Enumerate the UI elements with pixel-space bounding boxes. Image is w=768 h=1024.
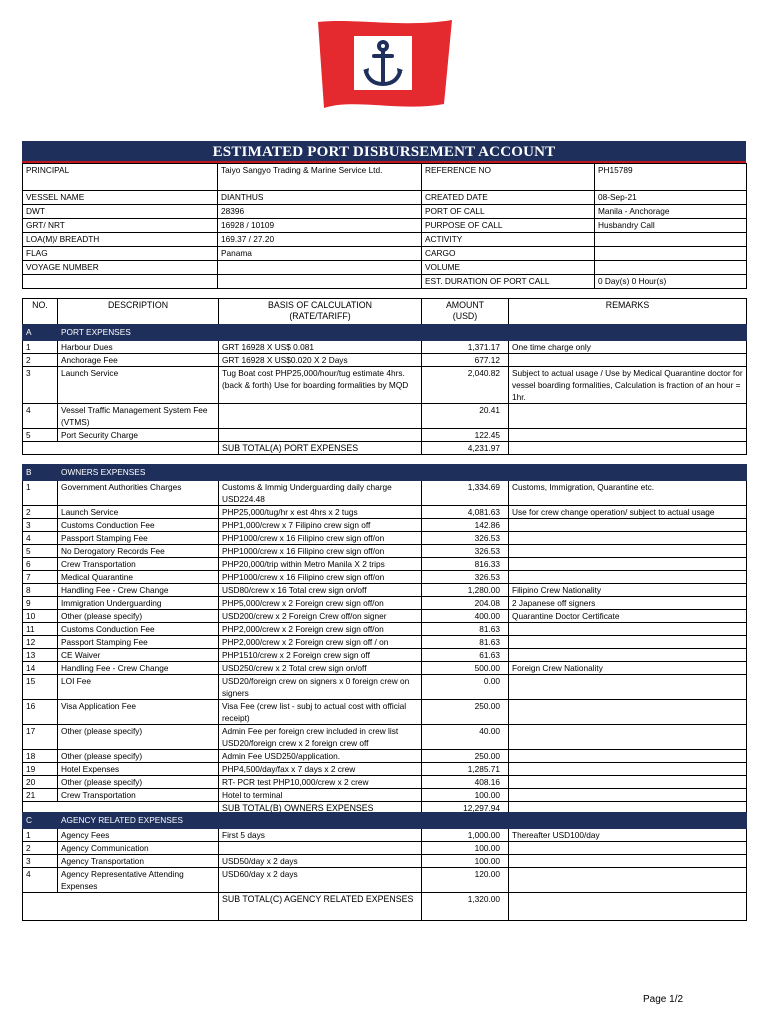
row-amount: 816.33 [422, 558, 509, 571]
row-remarks: Thereafter USD100/day [509, 829, 747, 842]
row-number: 1 [23, 829, 58, 842]
expense-row [23, 545, 747, 558]
row-amount: 326.53 [422, 571, 509, 584]
row-amount: 40.00 [422, 725, 509, 750]
info-value: Panama [218, 247, 422, 261]
expense-row [23, 558, 747, 571]
info-value: Husbandry Call [595, 219, 747, 233]
subtotal-row [23, 893, 747, 921]
section-code: A [23, 325, 58, 341]
info-row [23, 233, 747, 247]
row-description: Passport Stamping Fee [58, 636, 219, 649]
row-description: CE Waiver [58, 649, 219, 662]
info-label: PRINCIPAL [23, 164, 218, 191]
expense-row [23, 481, 747, 506]
info-value: 16928 / 10109 [218, 219, 422, 233]
row-remarks: Use for crew change operation/ subject to actual usage [509, 506, 747, 519]
row-number: 17 [23, 725, 58, 750]
row-remarks [509, 700, 747, 725]
info-label: ACTIVITY [422, 233, 595, 247]
row-amount: 4,081.63 [422, 506, 509, 519]
row-number: 3 [23, 367, 58, 404]
row-description: Passport Stamping Fee [58, 532, 219, 545]
section-port-expenses [22, 324, 747, 455]
info-value: Manila - Anchorage [595, 205, 747, 219]
subtotal-amount: 4,231.97 [422, 442, 509, 455]
row-remarks [509, 789, 747, 802]
row-description: Customs Conduction Fee [58, 623, 219, 636]
info-row [23, 164, 747, 191]
column-header-basis: BASIS OF CALCULATION (RATE/TARIFF) [219, 299, 422, 327]
row-basis: GRT 16928 X US$ 0.081 [219, 341, 422, 354]
expense-row [23, 584, 747, 597]
row-number: 3 [23, 519, 58, 532]
expense-row [23, 789, 747, 802]
row-number: 8 [23, 584, 58, 597]
row-remarks: Customs, Immigration, Quarantine etc. [509, 481, 747, 506]
row-number: 4 [23, 532, 58, 545]
document-title: ESTIMATED PORT DISBURSEMENT ACCOUNT [22, 141, 746, 163]
info-row [23, 247, 747, 261]
subtotal-spacer [23, 442, 219, 455]
row-remarks [509, 404, 747, 429]
row-amount: 250.00 [422, 700, 509, 725]
row-remarks [509, 776, 747, 789]
subtotal-label: SUB TOTAL(B) OWNERS EXPENSES [219, 802, 422, 815]
expense-row [23, 429, 747, 442]
row-number: 19 [23, 763, 58, 776]
row-amount: 1,000.00 [422, 829, 509, 842]
row-description: Other (please specify) [58, 725, 219, 750]
row-description: Launch Service [58, 367, 219, 404]
row-number: 4 [23, 404, 58, 429]
info-label: VESSEL NAME [23, 191, 218, 205]
subtotal-remarks [509, 893, 747, 921]
row-number: 11 [23, 623, 58, 636]
row-basis: USD50/day x 2 days [219, 855, 422, 868]
row-remarks [509, 725, 747, 750]
row-description: Agency Transportation [58, 855, 219, 868]
row-remarks [509, 855, 747, 868]
row-amount: 400.00 [422, 610, 509, 623]
section-code: C [23, 813, 58, 829]
row-description: Immigration Underguarding [58, 597, 219, 610]
row-basis: Hotel to terminal [219, 789, 422, 802]
info-label: DWT [23, 205, 218, 219]
row-description: Agency Representative Attending Expenses [58, 868, 219, 893]
row-amount: 1,334.69 [422, 481, 509, 506]
subtotal-row [23, 442, 747, 455]
column-header-no: NO. [23, 299, 58, 327]
row-amount: 326.53 [422, 532, 509, 545]
info-label: PORT OF CALL [422, 205, 595, 219]
row-number: 6 [23, 558, 58, 571]
row-basis: PHP1,000/crew x 7 Filipino crew sign off [219, 519, 422, 532]
subtotal-spacer [23, 893, 219, 921]
row-number: 13 [23, 649, 58, 662]
subtotal-remarks [509, 442, 747, 455]
row-amount: 408.16 [422, 776, 509, 789]
info-row [23, 275, 747, 289]
column-header-remarks: REMARKS [509, 299, 747, 327]
row-basis: USD80/crew x 16 Total crew sign on/off [219, 584, 422, 597]
row-number: 5 [23, 545, 58, 558]
section-owners-expenses [22, 464, 747, 815]
row-remarks [509, 532, 747, 545]
expense-row [23, 750, 747, 763]
row-basis: Visa Fee (crew list - subj to actual cost with official receipt) [219, 700, 422, 725]
row-basis: Customs & Immig Underguarding daily charge USD224.48 [219, 481, 422, 506]
row-basis: PHP1510/crew x 2 Foreign crew sign off [219, 649, 422, 662]
row-description: Handling Fee - Crew Change [58, 662, 219, 675]
info-value [218, 275, 422, 289]
row-description: No Derogatory Records Fee [58, 545, 219, 558]
info-label: VOYAGE NUMBER [23, 261, 218, 275]
expense-row [23, 571, 747, 584]
expense-row [23, 404, 747, 429]
row-number: 12 [23, 636, 58, 649]
row-amount: 1,285.71 [422, 763, 509, 776]
row-description: Vessel Traffic Management System Fee (VTMS) [58, 404, 219, 429]
row-basis: PHP5,000/crew x 2 Foreign crew sign off/on [219, 597, 422, 610]
row-basis: USD60/day x 2 days [219, 868, 422, 893]
expense-row [23, 636, 747, 649]
row-number: 1 [23, 481, 58, 506]
row-remarks [509, 868, 747, 893]
row-number: 1 [23, 341, 58, 354]
row-remarks [509, 519, 747, 532]
info-label: CARGO [422, 247, 595, 261]
row-remarks [509, 545, 747, 558]
row-description: Hotel Expenses [58, 763, 219, 776]
info-label: CREATED DATE [422, 191, 595, 205]
row-basis [219, 842, 422, 855]
company-flag-logo [314, 18, 456, 110]
anchor-flag-icon [314, 18, 456, 110]
row-number: 2 [23, 506, 58, 519]
row-description: Government Authorities Charges [58, 481, 219, 506]
expense-row [23, 829, 747, 842]
row-number: 16 [23, 700, 58, 725]
section-name: AGENCY RELATED EXPENSES [58, 813, 747, 829]
row-remarks [509, 429, 747, 442]
expense-row [23, 506, 747, 519]
row-amount: 2,040.82 [422, 367, 509, 404]
info-label: LOA(M)/ BREADTH [23, 233, 218, 247]
row-remarks: One time charge only [509, 341, 747, 354]
row-number: 18 [23, 750, 58, 763]
row-basis: PHP1000/crew x 16 Filipino crew sign off/on [219, 571, 422, 584]
row-remarks [509, 354, 747, 367]
row-remarks: Foreign Crew Nationality [509, 662, 747, 675]
row-basis: PHP1000/crew x 16 Filipino crew sign off/on [219, 545, 422, 558]
row-number: 10 [23, 610, 58, 623]
info-label: VOLUME [422, 261, 595, 275]
info-value: 0 Day(s) 0 Hour(s) [595, 275, 747, 289]
expenses-header-table [22, 298, 747, 327]
subtotal-label: SUB TOTAL(C) AGENCY RELATED EXPENSES [219, 893, 422, 921]
row-remarks [509, 763, 747, 776]
column-header-amount: AMOUNT (USD) [422, 299, 509, 327]
row-amount: 120.00 [422, 868, 509, 893]
row-basis [219, 429, 422, 442]
row-description: Other (please specify) [58, 610, 219, 623]
section-header [23, 465, 747, 481]
expense-row [23, 367, 747, 404]
row-description: Anchorage Fee [58, 354, 219, 367]
row-amount: 81.63 [422, 636, 509, 649]
row-basis: RT- PCR test PHP10,000/crew x 2 crew [219, 776, 422, 789]
expense-row [23, 532, 747, 545]
info-value [595, 233, 747, 247]
info-row [23, 205, 747, 219]
info-value: 28396 [218, 205, 422, 219]
row-amount: 20.41 [422, 404, 509, 429]
row-remarks [509, 675, 747, 700]
row-amount: 1,280.00 [422, 584, 509, 597]
row-amount: 100.00 [422, 855, 509, 868]
info-row [23, 219, 747, 233]
row-description: Harbour Dues [58, 341, 219, 354]
row-remarks: Filipino Crew Nationality [509, 584, 747, 597]
page-number: Page 1/2 [643, 994, 684, 1005]
row-number: 7 [23, 571, 58, 584]
info-label: REFERENCE NO [422, 164, 595, 191]
expense-row [23, 675, 747, 700]
expense-row [23, 842, 747, 855]
row-remarks [509, 750, 747, 763]
row-basis: Admin Fee per foreign crew included in crew list USD20/foreign crew x 2 foreign crew off [219, 725, 422, 750]
row-description: Handling Fee - Crew Change [58, 584, 219, 597]
row-description: Other (please specify) [58, 750, 219, 763]
info-value: DIANTHUS [218, 191, 422, 205]
row-remarks: Quarantine Doctor Certificate [509, 610, 747, 623]
row-basis [219, 404, 422, 429]
row-number: 15 [23, 675, 58, 700]
row-basis: PHP25,000/tug/hr x est 4hrs x 2 tugs [219, 506, 422, 519]
row-remarks [509, 558, 747, 571]
row-basis: Tug Boat cost PHP25,000/hour/tug estimate 4hrs. (back & forth) Use for boarding formalities by MQD [219, 367, 422, 404]
row-remarks [509, 623, 747, 636]
row-basis: PHP2,000/crew x 2 Foreign crew sign off/on [219, 623, 422, 636]
section-agency-expenses [22, 812, 747, 921]
expense-row [23, 597, 747, 610]
subtotal-label: SUB TOTAL(A) PORT EXPENSES [219, 442, 422, 455]
row-amount: 81.63 [422, 623, 509, 636]
expense-row [23, 519, 747, 532]
row-number: 2 [23, 842, 58, 855]
row-basis: Admin Fee USD250/application. [219, 750, 422, 763]
row-number: 5 [23, 429, 58, 442]
info-value: 08-Sep-21 [595, 191, 747, 205]
row-description: Agency Communication [58, 842, 219, 855]
info-value [595, 261, 747, 275]
expense-row [23, 662, 747, 675]
expense-row [23, 354, 747, 367]
section-header [23, 813, 747, 829]
row-amount: 500.00 [422, 662, 509, 675]
row-basis: PHP4,500/day/fax x 7 days x 2 crew [219, 763, 422, 776]
row-amount: 204.08 [422, 597, 509, 610]
row-amount: 100.00 [422, 842, 509, 855]
row-remarks [509, 649, 747, 662]
info-label [23, 275, 218, 289]
info-label: GRT/ NRT [23, 219, 218, 233]
row-amount: 0.00 [422, 675, 509, 700]
row-remarks: Subject to actual usage / Use by Medical Quarantine doctor for vessel boarding formalities, Calculation is fraction of an hour = 1hr. [509, 367, 747, 404]
info-label: EST. DURATION OF PORT CALL [422, 275, 595, 289]
row-basis: First 5 days [219, 829, 422, 842]
expense-row [23, 763, 747, 776]
row-description: Port Security Charge [58, 429, 219, 442]
row-basis: USD200/crew x 2 Foreign Crew off/on signer [219, 610, 422, 623]
row-basis: USD250/crew x 2 Total crew sign on/off [219, 662, 422, 675]
info-value: PH15789 [595, 164, 747, 191]
column-header-description: DESCRIPTION [58, 299, 219, 327]
row-description: Crew Transportation [58, 558, 219, 571]
row-amount: 677.12 [422, 354, 509, 367]
info-value: Taiyo Sangyo Trading & Marine Service Ltd. [218, 164, 422, 191]
info-label: PURPOSE OF CALL [422, 219, 595, 233]
row-amount: 122.45 [422, 429, 509, 442]
subtotal-amount: 12,297.94 [422, 802, 509, 815]
info-label: FLAG [23, 247, 218, 261]
row-number: 9 [23, 597, 58, 610]
expense-row [23, 623, 747, 636]
row-amount: 61.63 [422, 649, 509, 662]
row-amount: 250.00 [422, 750, 509, 763]
row-description: Crew Transportation [58, 789, 219, 802]
info-row [23, 191, 747, 205]
info-value [595, 247, 747, 261]
row-description: Customs Conduction Fee [58, 519, 219, 532]
row-number: 3 [23, 855, 58, 868]
expense-row [23, 341, 747, 354]
row-basis: PHP20,000/trip within Metro Manila X 2 trips [219, 558, 422, 571]
expense-row [23, 776, 747, 789]
row-remarks: 2 Japanese off signers [509, 597, 747, 610]
row-amount: 1,371.17 [422, 341, 509, 354]
section-name: PORT EXPENSES [58, 325, 747, 341]
row-basis: PHP2,000/crew x 2 Foreign crew sign off / on [219, 636, 422, 649]
info-row [23, 261, 747, 275]
row-amount: 100.00 [422, 789, 509, 802]
row-basis: GRT 16928 X US$0.020 X 2 Days [219, 354, 422, 367]
row-description: Visa Application Fee [58, 700, 219, 725]
row-description: Medical Quarantine [58, 571, 219, 584]
info-value [218, 261, 422, 275]
row-remarks [509, 636, 747, 649]
row-description: LOI Fee [58, 675, 219, 700]
row-basis: USD20/foreign crew on signers x 0 foreign crew on signers [219, 675, 422, 700]
row-number: 20 [23, 776, 58, 789]
row-basis: PHP1000/crew x 16 Filipino crew sign off/on [219, 532, 422, 545]
expense-row [23, 725, 747, 750]
section-name: OWNERS EXPENSES [58, 465, 747, 481]
row-description: Agency Fees [58, 829, 219, 842]
expense-row [23, 868, 747, 893]
row-description: Launch Service [58, 506, 219, 519]
row-number: 21 [23, 789, 58, 802]
subtotal-amount: 1,320.00 [422, 893, 509, 921]
section-header [23, 325, 747, 341]
row-number: 14 [23, 662, 58, 675]
expense-row [23, 700, 747, 725]
expense-row [23, 610, 747, 623]
vessel-info-table [22, 163, 747, 289]
expense-row [23, 649, 747, 662]
section-code: B [23, 465, 58, 481]
row-number: 2 [23, 354, 58, 367]
info-value: 169.37 / 27.20 [218, 233, 422, 247]
row-description: Other (please specify) [58, 776, 219, 789]
row-remarks [509, 842, 747, 855]
row-amount: 142.86 [422, 519, 509, 532]
expense-row [23, 855, 747, 868]
row-amount: 326.53 [422, 545, 509, 558]
row-remarks [509, 571, 747, 584]
row-number: 4 [23, 868, 58, 893]
